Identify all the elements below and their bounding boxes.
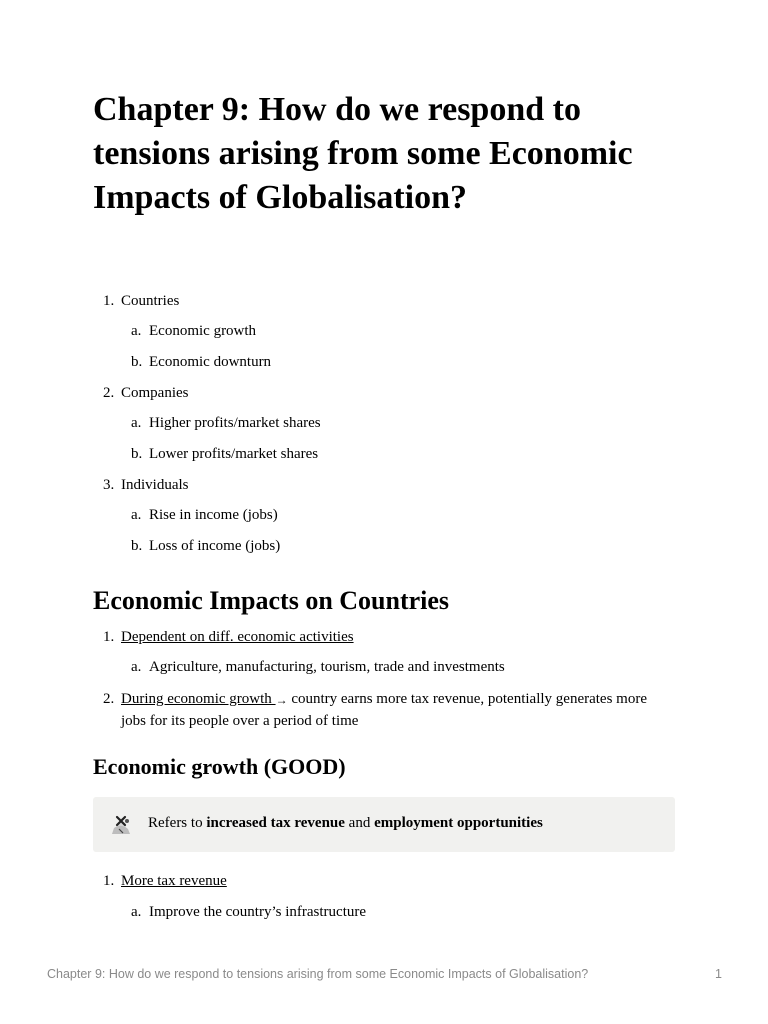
subsection-heading: Economic growth (GOOD) [93,754,346,779]
sub-list-item: b. Loss of income (jobs) [131,538,281,554]
list-item: 1. Dependent on diff. economic activities [103,629,354,645]
sub-list-item: a. Rise in income (jobs) [131,507,278,523]
list-item: 2. Companies [103,385,189,401]
overview-list [93,290,321,566]
sub-list-item: b. Lower profits/market shares [131,446,319,462]
list-item: 2. During economic growth → country earns more tax revenue, potentially generates more jobs for its people over a period of time [103,691,647,729]
sub-list-item: a. Higher profits/market shares [131,415,321,431]
sub-list-item: b. Economic downturn [131,354,272,370]
sub-list-item: a. Economic growth [131,323,257,339]
page-footer [47,967,722,981]
sub-list-item: a. Agriculture, manufacturing, tourism, trade and investments [131,659,505,675]
section2-list [93,870,366,931]
sub-list-item: a. Improve the country’s infrastructure [131,904,367,920]
footer-title: Chapter 9: How do we respond to tensions arising from some Economic Impacts of Globalisation? [47,967,589,981]
section1-list [93,626,647,732]
list-item: 3. Individuals [103,477,189,493]
list-item: 1. Countries [103,293,180,309]
page-title: Chapter 9: How do we respond to tensions arising from some Economic Impacts of Globalisation? [93,91,633,216]
list-item: 1. More tax revenue [103,873,227,889]
callout-box [93,797,675,852]
money-bag-icon [108,812,134,838]
callout-text: Refers to increased tax revenue and employment opportunities [148,815,543,831]
section-heading: Economic Impacts on Countries [93,586,450,615]
page-number: 1 [715,967,722,981]
arrow-right-icon: → [275,693,288,707]
